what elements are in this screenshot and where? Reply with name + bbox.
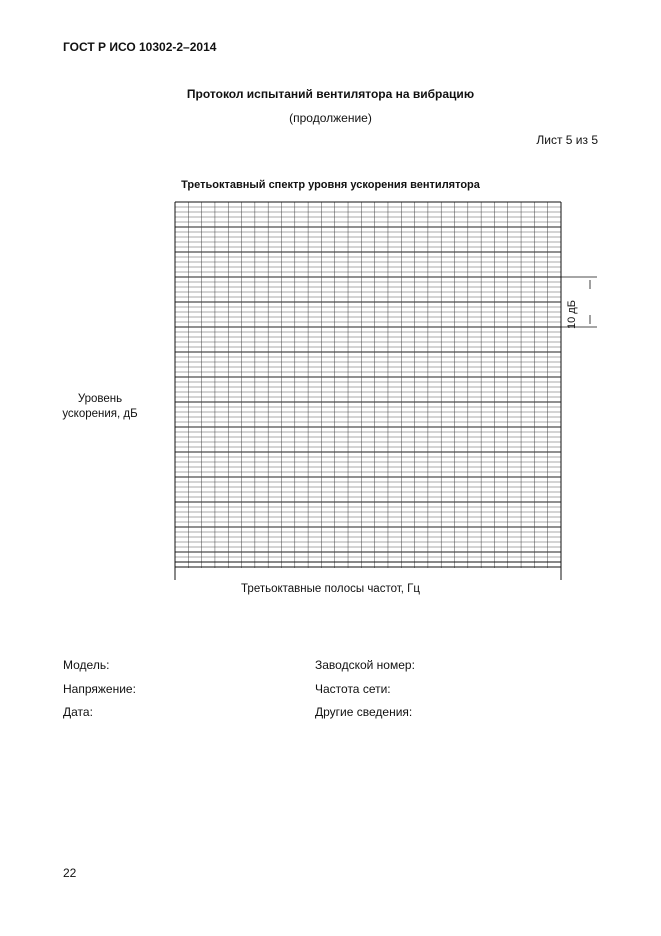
- scale-label-text: 10 дБ: [566, 300, 578, 329]
- document-subtitle: (продолжение): [289, 111, 372, 125]
- y-axis-label-line2: ускорения, дБ: [62, 408, 138, 420]
- voltage-field: Напряжение:: [63, 682, 136, 696]
- date-field: Дата:: [63, 705, 93, 719]
- y-axis-label: [40, 392, 160, 422]
- other-info-field: Другие сведения:: [315, 705, 413, 719]
- sheet-number: Лист 5 из 5: [536, 133, 598, 147]
- y-axis-label-line1: Уровень: [77, 393, 123, 405]
- document-title: Протокол испытаний вентилятора на вибрацию: [186, 87, 475, 101]
- model-field: Модель:: [63, 658, 110, 672]
- standard-number: ГОСТ Р ИСО 10302-2–2014: [63, 40, 217, 54]
- frequency-field: Частота сети:: [315, 682, 391, 696]
- scale-label: [565, 297, 581, 331]
- page-number: 22: [63, 866, 77, 880]
- serial-field: Заводской номер:: [315, 658, 415, 672]
- chart-title: Третьоктавный спектр уровня ускорения вентилятора: [181, 179, 480, 191]
- x-axis-label: Третьоктавные полосы частот, Гц: [241, 583, 420, 595]
